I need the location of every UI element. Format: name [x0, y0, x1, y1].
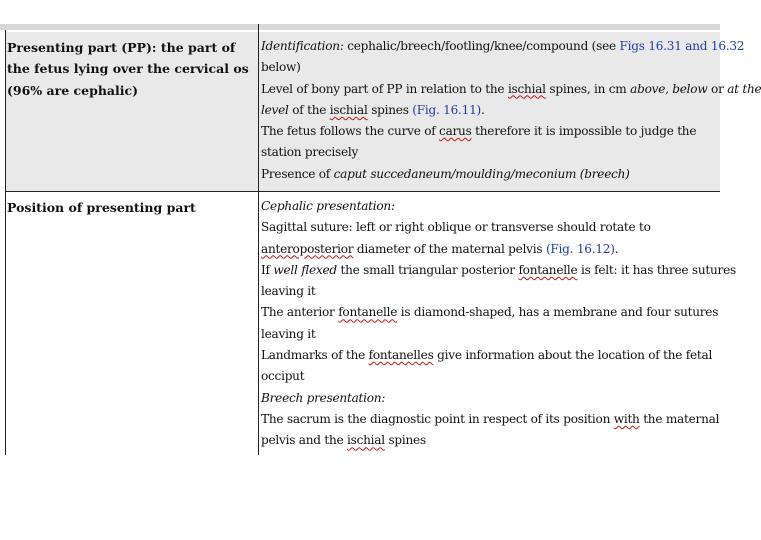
spellcheck-word: anteroposterior — [261, 241, 354, 256]
content-line — [261, 324, 716, 345]
text-span: leaving it — [261, 326, 316, 341]
italic-text: caput succedaneum/moulding/meconium (breech) — [333, 166, 630, 181]
row-label: Presenting part (PP): the part of the fetus lying over the cervical os (96% are cephalic) — [7, 40, 249, 98]
row-label-cell — [7, 37, 253, 101]
figure-reference-link[interactable]: Figs 16.31 and 16.32 — [619, 39, 745, 53]
identification-label: Identification: — [261, 39, 344, 53]
spellcheck-word: with — [613, 411, 640, 426]
text-span: the small triangular posterior — [336, 262, 519, 277]
text-span: leaving it — [261, 284, 316, 299]
content-line — [261, 196, 716, 217]
text-span: diameter of the maternal pelvis — [353, 241, 546, 256]
text-span: . — [481, 102, 485, 117]
text-span: spines, in cm — [545, 81, 631, 96]
table-border-left — [5, 30, 6, 455]
table-row-presenting-part — [0, 32, 761, 191]
content-line — [261, 100, 716, 121]
content-line — [261, 36, 745, 57]
content-line — [261, 302, 719, 323]
top-rule — [0, 24, 720, 30]
text-span: The sacrum is the diagnostic point in respect of its position — [261, 411, 614, 426]
subheading: Breech presentation: — [261, 390, 386, 405]
spellcheck-word: fontanelle — [518, 262, 578, 277]
content-line — [261, 409, 720, 430]
content-line — [261, 345, 716, 366]
text-span: pelvis and the — [261, 433, 348, 448]
row-content-cell — [261, 196, 736, 452]
content-line — [261, 217, 716, 238]
text-span: Presence of — [261, 166, 334, 181]
spellcheck-word: carus — [439, 124, 472, 139]
content-line — [261, 121, 716, 142]
table-row-position — [0, 192, 736, 455]
content-line — [261, 281, 716, 302]
text-span: Level of bony part of PP in relation to the — [261, 81, 508, 96]
text-span: The fetus follows the curve of — [261, 124, 440, 139]
spellcheck-word: fontanelle — [338, 305, 398, 320]
row-label: Position of presenting part — [7, 200, 196, 215]
content-line — [261, 239, 716, 260]
table-row-divider — [5, 191, 720, 192]
italic-text: level — [261, 102, 289, 117]
text-span: give information about the location of the fetal — [433, 348, 713, 363]
text-span: occiput — [261, 369, 305, 384]
text-span: therefore it is impossible to judge the — [471, 124, 697, 139]
text-span: Landmarks of the — [261, 348, 369, 363]
spellcheck-word: fontanelles — [368, 348, 434, 363]
content-line — [261, 260, 736, 281]
text-span: the maternal — [639, 411, 720, 426]
text-span: or — [707, 81, 728, 96]
italic-text: well flexed — [273, 262, 337, 277]
presentations-text: cephalic/breech/footling/knee/compound (see — [343, 39, 620, 53]
content-line — [261, 366, 716, 387]
figure-reference-link[interactable]: (Fig. 16.12) — [545, 241, 615, 256]
italic-text: above, below — [630, 81, 708, 96]
content-line — [261, 430, 716, 451]
spellcheck-word: ischial — [347, 433, 385, 448]
text-span: spines — [384, 433, 426, 448]
figure-reference-link[interactable]: (Fig. 16.11) — [412, 102, 482, 117]
italic-text: at the — [727, 81, 761, 96]
content-line — [261, 388, 716, 409]
table-column-divider — [258, 24, 259, 455]
text-span: is diamond-shaped, has a membrane and four sutures — [397, 305, 719, 320]
content-line — [261, 79, 761, 100]
text-span: . — [614, 241, 619, 256]
text-span: Sagittal suture: left or right oblique or transverse should rotate to — [261, 220, 651, 235]
content-line — [261, 142, 716, 163]
text-span: station precisely — [261, 145, 359, 160]
text-span: of the — [288, 102, 330, 117]
text-span: spines — [367, 102, 413, 117]
spellcheck-word: ischial — [329, 102, 368, 117]
text-span: The anterior — [261, 305, 339, 320]
spellcheck-word: ischial — [507, 81, 546, 96]
subheading: Cephalic presentation: — [261, 199, 395, 213]
content-line — [261, 57, 716, 78]
content-line — [261, 164, 716, 185]
text-span: below) — [261, 60, 301, 75]
row-label-cell — [7, 197, 253, 218]
row-content-cell — [261, 36, 761, 185]
text-span: is felt: it has three sutures — [577, 262, 736, 277]
text-span: If — [261, 262, 274, 277]
